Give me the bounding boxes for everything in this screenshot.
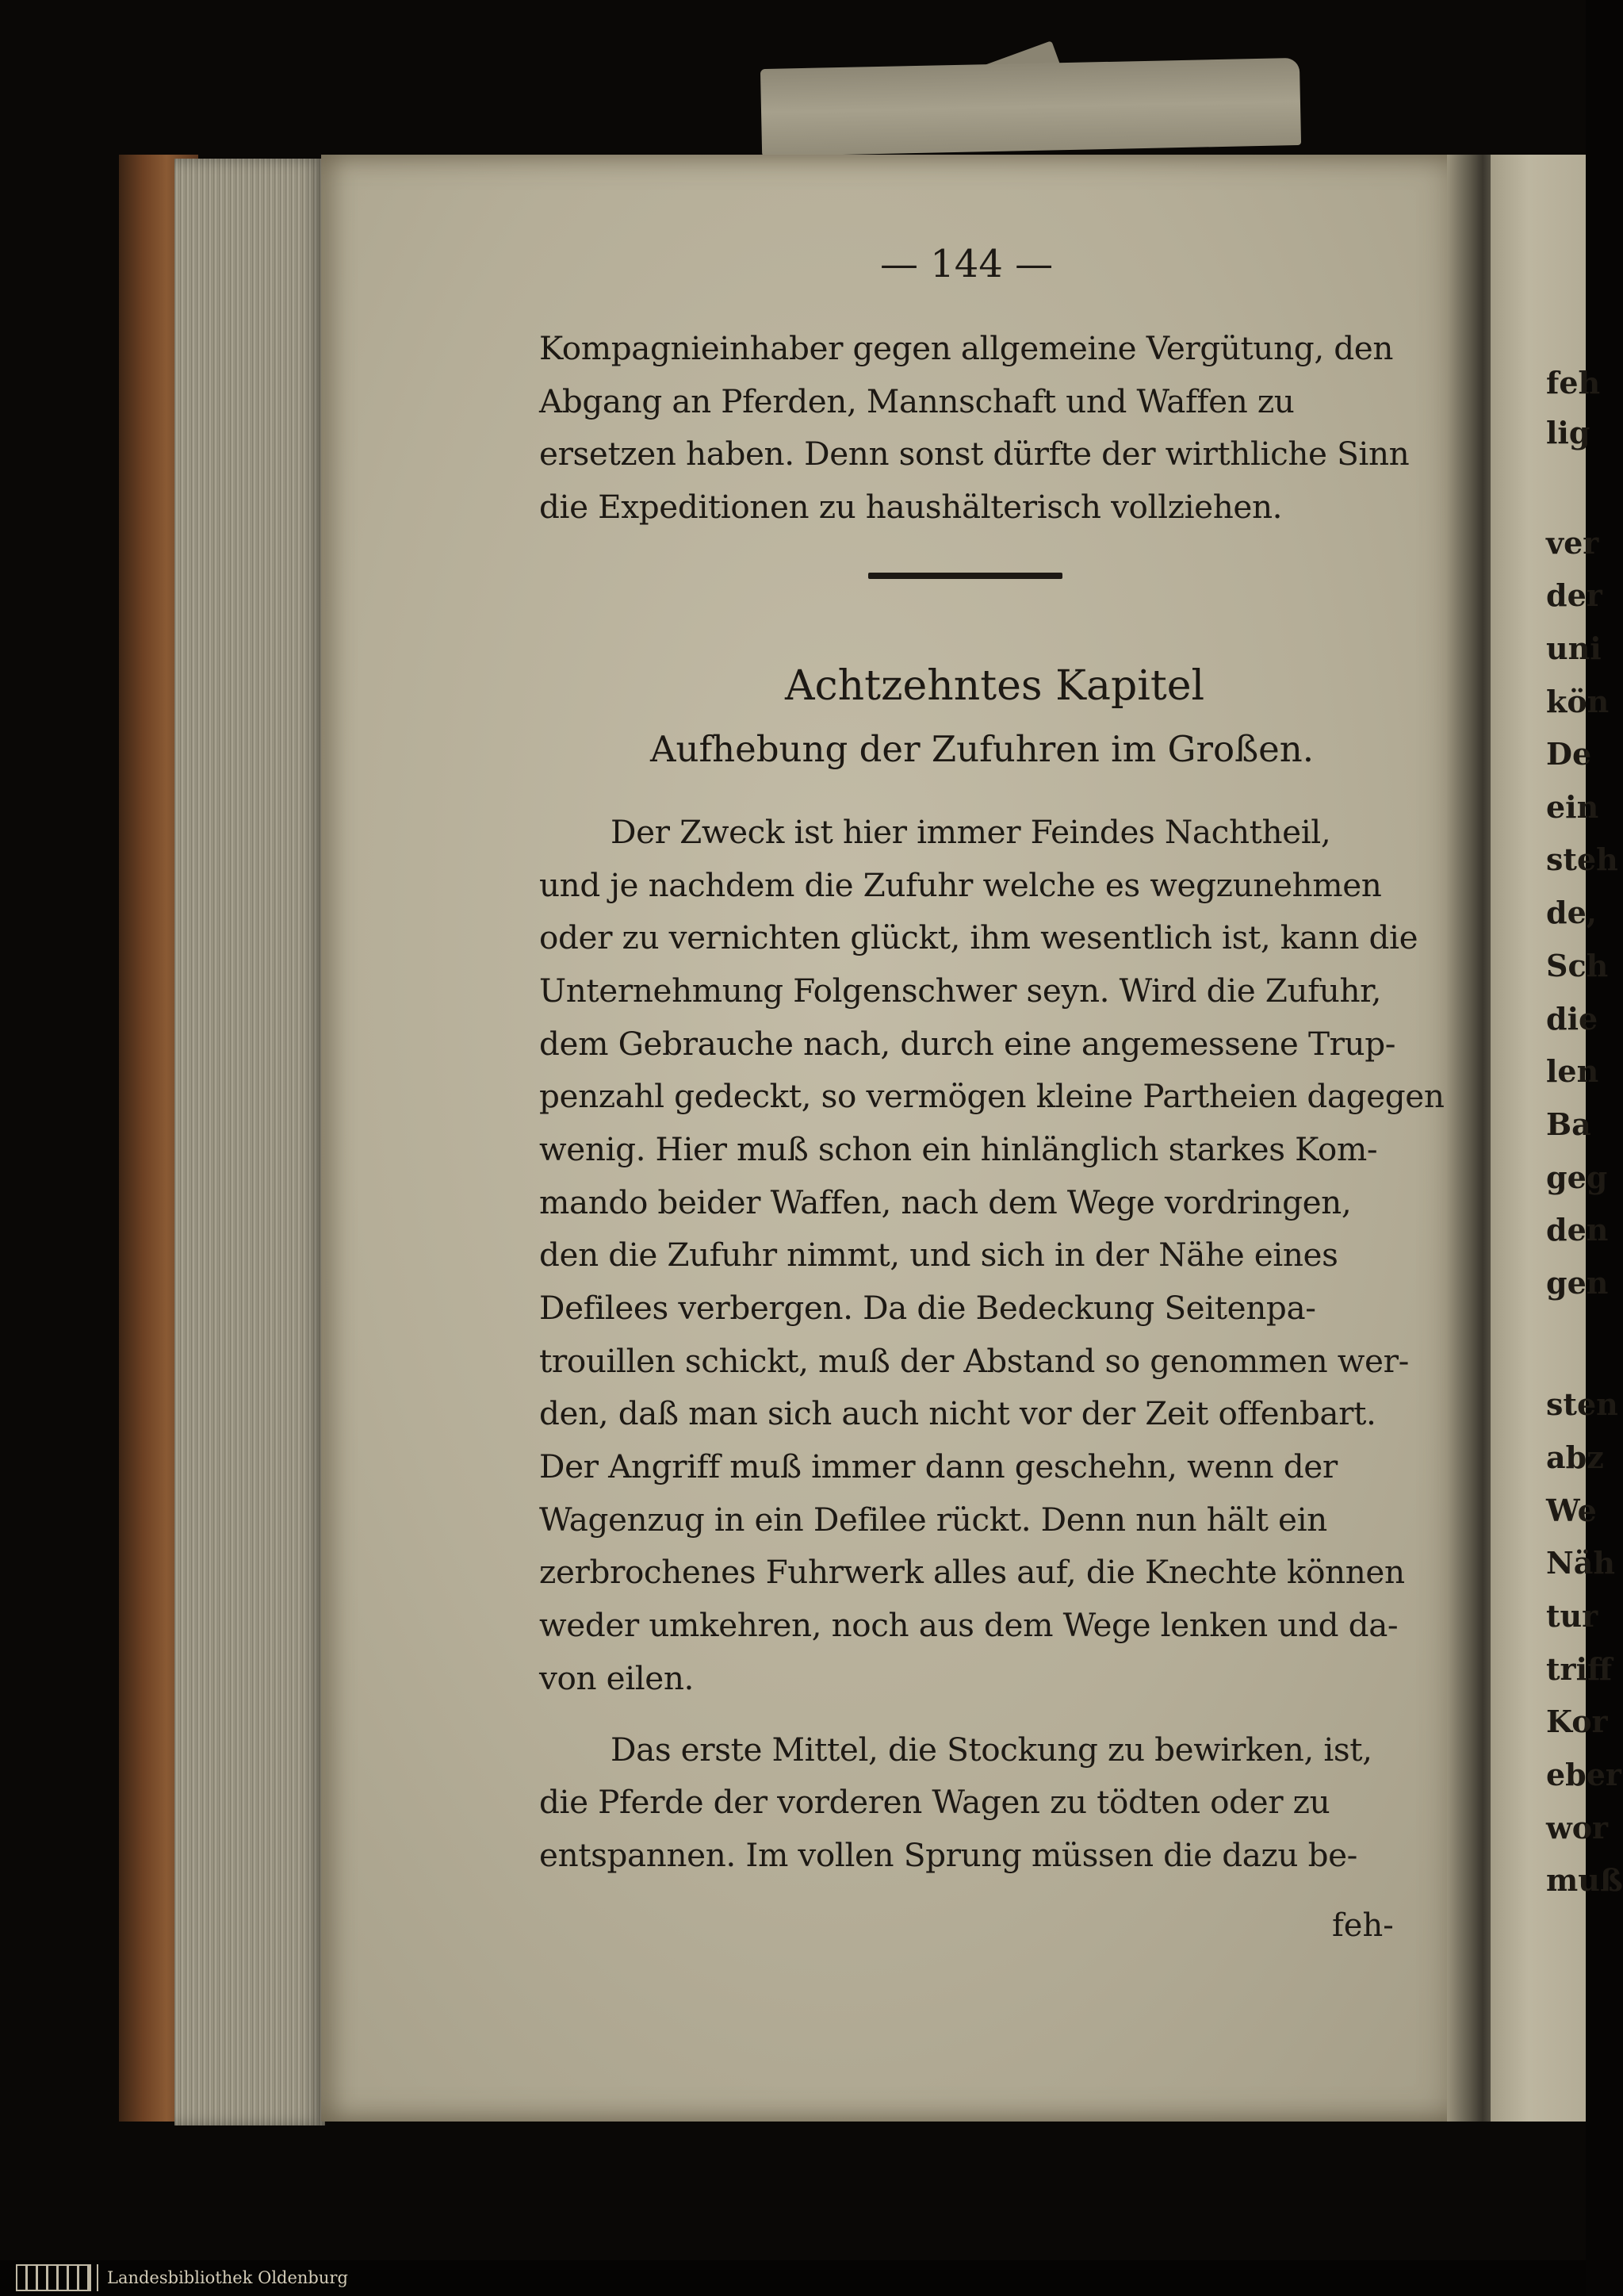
footer-separator (97, 2264, 98, 2291)
facing-fragment: Kor (1546, 1704, 1608, 1739)
facing-fragment: steh (1546, 841, 1618, 877)
facing-fragment: muß (1546, 1862, 1623, 1898)
facing-fragment: ver (1546, 525, 1599, 561)
library-name: Landesbibliothek Oldenburg (107, 2268, 348, 2287)
facing-fragment: uni (1546, 631, 1602, 666)
facing-fragment: kön (1546, 684, 1610, 719)
text-line: penzahl gedeckt, so vermögen kleine Partheien dagegen (539, 1077, 1445, 1115)
text-line: die Expeditionen zu haushälterisch vollziehen. (539, 488, 1283, 526)
text-line: Der Zweck ist hier immer Feindes Nachtheil, (611, 813, 1331, 851)
text-line: Defilees verbergen. Da die Bedeckung Seitenpa- (539, 1289, 1316, 1327)
facing-fragment: Näh (1546, 1545, 1615, 1581)
text-line: ersetzen haben. Denn sonst dürfte der wirthliche Sinn (539, 435, 1410, 473)
facing-fragment: wor (1546, 1810, 1609, 1846)
text-line: zerbrochenes Fuhrwerk alles auf, die Knechte können (539, 1553, 1405, 1591)
facing-fragment: Ba (1546, 1106, 1591, 1142)
facing-fragment: We (1546, 1493, 1597, 1528)
facing-fragment: gen (1546, 1265, 1609, 1301)
facing-fragment: feh (1546, 365, 1601, 401)
section-divider (868, 573, 1062, 579)
text-line: Abgang an Pferden, Mannschaft und Waffen zu (539, 382, 1295, 420)
text-line: Kompagnieinhaber gegen allgemeine Vergütung, den (539, 329, 1394, 367)
facing-fragment: sten (1546, 1386, 1618, 1422)
facing-fragment: triff (1546, 1651, 1613, 1687)
facing-fragment: den (1546, 1212, 1609, 1248)
text-line: oder zu vernichten glückt, ihm wesentlich ist, kann die (539, 918, 1418, 956)
chapter-title: Achtzehntes Kapitel (785, 662, 1205, 710)
catchword: feh- (1332, 1907, 1394, 1944)
text-line: dem Gebrauche nach, durch eine angemessene Trup- (539, 1025, 1396, 1063)
paper-tab (760, 58, 1301, 156)
text-line: den, daß man sich auch nicht vor der Zeit offenbart. (539, 1394, 1376, 1432)
facing-fragment: abz (1546, 1439, 1604, 1475)
facing-fragment: die (1546, 1001, 1598, 1037)
text-line: mando beider Waffen, nach dem Wege vordringen, (539, 1183, 1352, 1221)
facing-fragment: De (1546, 736, 1592, 772)
text-line: Unternehmung Folgenschwer seyn. Wird die Zufuhr, (539, 972, 1382, 1010)
text-line: wenig. Hier muß schon ein hinlänglich starkes Kom- (539, 1130, 1378, 1168)
facing-fragment: der (1546, 577, 1602, 613)
page-edges (174, 159, 325, 2125)
text-line: weder umkehren, noch aus dem Wege lenken und da- (539, 1606, 1399, 1644)
text-line: den die Zufuhr nimmt, und sich in der Nähe eines (539, 1236, 1338, 1274)
text-line: Das erste Mittel, die Stockung zu bewirken, ist, (611, 1731, 1372, 1769)
chapter-subtitle: Aufhebung der Zufuhren im Großen. (650, 728, 1315, 770)
facing-fragment: ein (1546, 789, 1599, 825)
text-line: Der Angriff muß immer dann geschehn, wenn der (539, 1447, 1338, 1485)
facing-fragment: tur (1546, 1598, 1598, 1634)
library-logo-icon (16, 2264, 91, 2291)
text-line: Wagenzug in ein Defilee rückt. Denn nun hält ein (539, 1501, 1327, 1539)
facing-fragment: eber (1546, 1757, 1621, 1792)
text-line: die Pferde der vorderen Wagen zu tödten oder zu (539, 1783, 1330, 1821)
facing-fragment: Sch (1546, 948, 1609, 983)
text-line: von eilen. (539, 1659, 695, 1697)
facing-fragment: geg (1546, 1159, 1608, 1195)
facing-fragment: lig (1546, 415, 1590, 450)
text-line: entspannen. Im vollen Sprung müssen die dazu be- (539, 1836, 1357, 1874)
facing-fragment: len (1546, 1053, 1599, 1089)
facing-fragment: de, (1546, 895, 1597, 930)
text-line: trouillen schickt, muß der Abstand so genommen wer- (539, 1342, 1409, 1380)
page-number: — 144 — (880, 242, 1054, 286)
text-line: und je nachdem die Zufuhr welche es wegzunehmen (539, 866, 1382, 904)
